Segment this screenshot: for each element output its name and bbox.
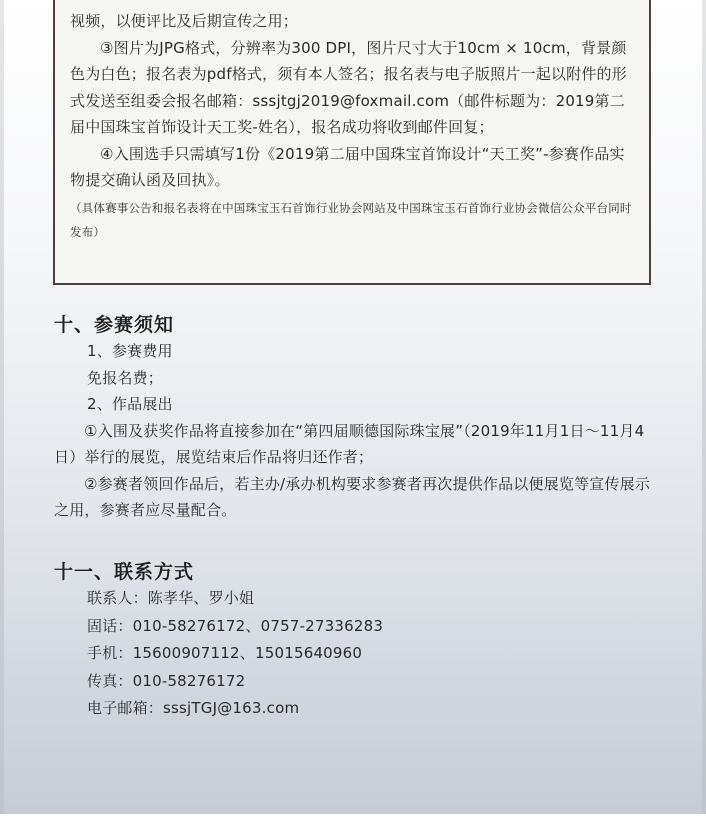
contact-email: 电子邮箱：sssjTGJ@163.com <box>87 699 300 717</box>
notice-line-1: 视频，以便评比及后期宣传之用； <box>70 12 299 30</box>
exhibit-item-1: ①入围及获奖作品将直接参加在“第四届顺德国际珠宝展”（2019年11月1日～11月4日）举行的展览，展览结束后作品将归还作者； <box>54 421 645 466</box>
registration-notice-box <box>53 0 651 285</box>
contact-mobile: 手机：15600907112、15015640960 <box>87 644 363 662</box>
exhibit-item-2: ②参赛者领回作品后，若主办/承办机构要求参赛者再次提供作品以便展览等宣传展示之用，参赛者应尽量配合。 <box>54 474 651 519</box>
section-10-title: 十、参赛须知 <box>54 314 175 336</box>
notice-item-4: ④入围选手只需填写1份《2019第二届中国珠宝首饰设计“天工奖”-参赛作品实物提交确认函及回执》。 <box>70 144 625 189</box>
notice-item-3: ③图片为JPG格式，分辨率为300 DPI，图片尺寸大于10cm × 10cm，背景颜色为白色；报名表为pdf格式，须有本人签名；报名表与电子版照片一起以附件的形式发送至组委会报名邮箱：sssjtgj2019@foxmail.com（邮件标题为：2019第二届中国珠宝首饰设计天工奖-姓名），报名成功将收到邮件回复； <box>70 38 627 136</box>
right-edge-shadow <box>702 0 706 819</box>
notice-footnote: （具体赛事公告和报名表将在中国珠宝玉石首饰行业协会网站及中国珠宝玉石首饰行业协会微信公众平台同时发布） <box>70 200 632 239</box>
contact-person: 联系人：陈孝华、罗小姐 <box>87 589 255 607</box>
section-contact-info <box>54 559 664 723</box>
contact-fax: 传真：010-58276172 <box>87 671 246 690</box>
contact-landline: 固话：010-58276172、0757-27336283 <box>87 616 384 635</box>
section-participation-notes <box>54 312 664 524</box>
fee-text: 免报名费； <box>87 368 164 387</box>
fee-heading: 1、参赛费用 <box>87 342 173 360</box>
left-edge-shadow <box>0 0 4 819</box>
exhibit-heading: 2、作品展出 <box>87 395 173 413</box>
section-11-title: 十一、联系方式 <box>54 561 195 583</box>
bottom-edge <box>0 814 706 819</box>
